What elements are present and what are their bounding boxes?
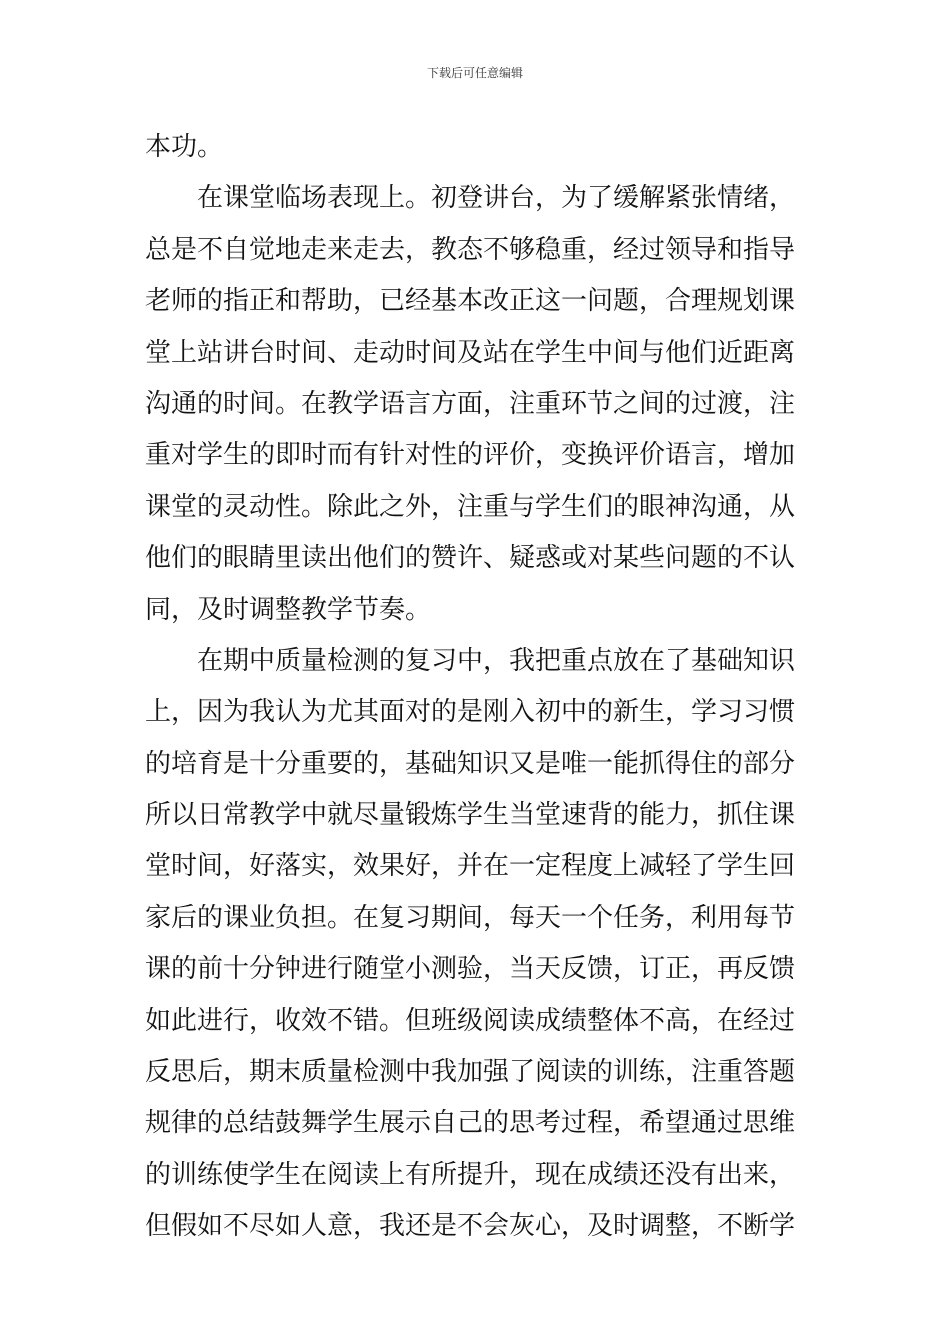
text-line: 但假如不尽如人意，我还是不会灰心，及时调整，不断学 (145, 1211, 796, 1242)
text-line: 重对学生的即时而有针对性的评价，变换评价语言，增加 (145, 440, 796, 471)
text-line: 他们的眼睛里读出他们的赞许、疑惑或对某些问题的不认 (145, 543, 796, 574)
text-line: 如此进行，收效不错。但班级阅读成绩整体不高，在经过 (145, 1005, 796, 1036)
text-line: 老师的指正和帮助，已经基本改正这一问题，合理规划课 (145, 286, 796, 317)
text-line: 同，及时调整教学节奏。 (145, 594, 432, 625)
text-line: 家后的课业负担。在复习期间，每天一个任务，利用每节 (145, 902, 796, 933)
page-header-note: 下载后可任意编辑 (426, 66, 523, 80)
text-line: 的培育是十分重要的，基础知识又是唯一能抓得住的部分 (145, 748, 796, 779)
text-line: 本功。 (145, 132, 224, 162)
text-line: 在期中质量检测的复习中，我把重点放在了基础知识 (197, 645, 796, 676)
text-line: 堂时间，好落实，效果好，并在一定程度上减轻了学生回 (145, 851, 796, 882)
text-line: 的训练使学生在阅读上有所提升，现在成绩还没有出来， (145, 1159, 796, 1190)
body-text (145, 122, 815, 1253)
text-line: 课的前十分钟进行随堂小测验，当天反馈，订正，再反馈 (145, 954, 796, 985)
text-line: 规律的总结鼓舞学生展示自己的思考过程，希望通过思维 (145, 1108, 796, 1139)
text-line: 所以日常教学中就尽量锻炼学生当堂速背的能力，抓住课 (145, 800, 796, 831)
text-line: 沟通的时间。在教学语言方面，注重环节之间的过渡，注 (145, 388, 796, 419)
text-line: 在课堂临场表现上。初登讲台，为了缓解紧张情绪， (197, 183, 796, 214)
text-line: 堂上站讲台时间、走动时间及站在学生中间与他们近距离 (145, 337, 796, 368)
text-line: 总是不自觉地走来走去，教态不够稳重，经过领导和指导 (145, 234, 796, 265)
text-line: 反思后，期末质量检测中我加强了阅读的训练，注重答题 (145, 1057, 796, 1088)
text-line: 课堂的灵动性。除此之外，注重与学生们的眼神沟通，从 (145, 491, 796, 522)
text-line: 上，因为我认为尤其面对的是刚入初中的新生，学习习惯 (145, 697, 796, 728)
